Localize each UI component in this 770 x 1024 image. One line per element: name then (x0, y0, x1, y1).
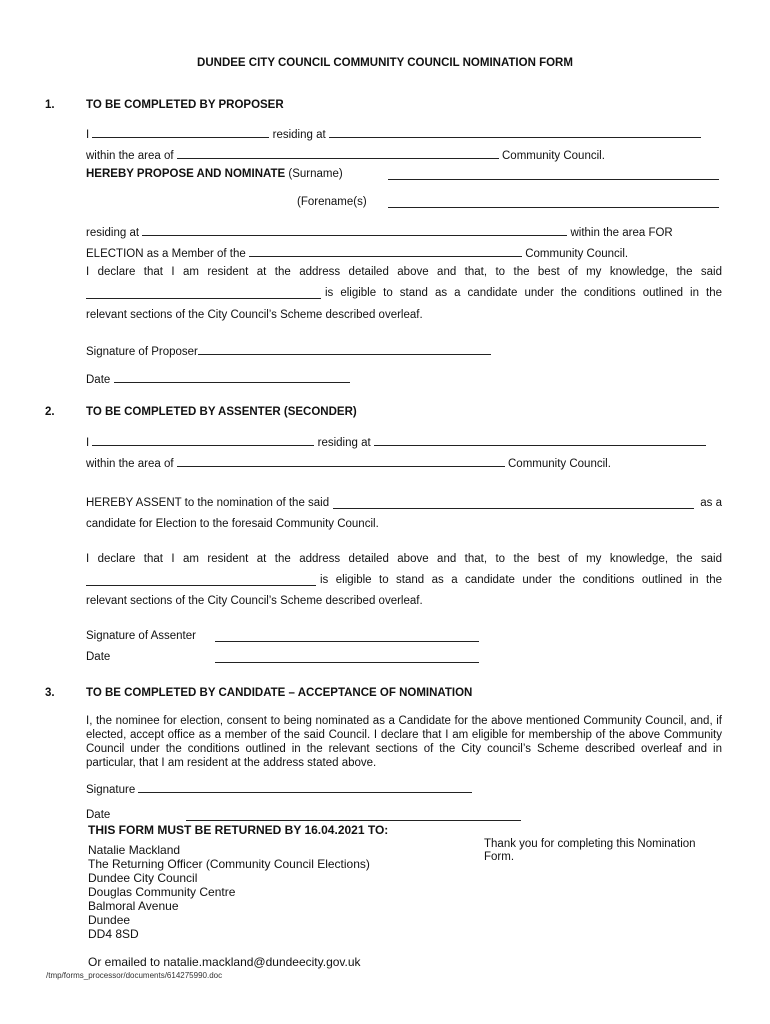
eligible-name-field[interactable] (86, 287, 321, 299)
nominee-forenames-field[interactable] (388, 196, 719, 208)
nominee-residing-row (86, 224, 673, 239)
assenter-signature-label: Signature of Assenter (86, 630, 196, 642)
proposer-date-row (86, 371, 350, 386)
return-heading: THIS FORM MUST BE RETURNED BY 16.04.2021 TO: (88, 823, 389, 837)
i-label: I (86, 437, 90, 449)
nominee-surname-row (86, 168, 343, 180)
candidate-signature-row (86, 781, 472, 796)
residing-at-label: residing at (272, 129, 326, 141)
address-line: Douglas Community Centre (88, 885, 236, 899)
assenter-address-field[interactable] (374, 434, 706, 446)
nominee-address-field[interactable] (142, 224, 567, 236)
thank-you-line: Thank you for completing this Nomination (484, 838, 696, 850)
thank-you-line: Form. (484, 851, 515, 863)
eligible-text: is eligible to stand as a candidate under the conditions outlined in the (325, 287, 722, 299)
nominee-surname-field[interactable] (388, 168, 719, 180)
as-a-label: as a (700, 497, 722, 509)
hereby-assent-label: HEREBY ASSENT to the nomination of the said (86, 497, 330, 509)
eligible-row (86, 287, 722, 299)
assenter-name-row (86, 434, 706, 449)
proposer-area-field[interactable] (177, 147, 499, 159)
section-2-heading: TO BE COMPLETED BY ASSENTER (SECONDER) (86, 406, 357, 418)
residing-at-label: residing at (317, 437, 371, 449)
candidate-line: candidate for Election to the foresaid Community Council. (86, 518, 379, 530)
declare-line: I declare that I am resident at the address detailed above and that, to the best of my knowledge, the said (86, 553, 722, 565)
eligible-text: is eligible to stand as a candidate under the conditions outlined in the (320, 574, 722, 586)
signature-label: Signature of Proposer (86, 346, 198, 358)
candidate-date-label: Date (86, 809, 111, 821)
proposer-date-field[interactable] (114, 371, 350, 383)
section-1-number: 1. (45, 99, 55, 111)
surname-label: (Surname) (288, 168, 343, 180)
section-3-heading: TO BE COMPLETED BY CANDIDATE – ACCEPTANCE OF NOMINATION (86, 687, 473, 699)
within-area-label: within the area of (86, 458, 174, 470)
date-label: Date (86, 374, 111, 386)
within-area-for-label: within the area FOR (570, 227, 673, 239)
i-label: I (86, 129, 90, 141)
address-line: Natalie Mackland (88, 843, 181, 857)
footer-file-path: /tmp/forms_processor/documents/614275990.doc (46, 971, 223, 980)
address-line: Dundee (88, 913, 131, 927)
election-member-row (86, 245, 628, 260)
assenter-date-field[interactable] (215, 651, 479, 663)
community-council-name-field[interactable] (249, 245, 522, 257)
hereby-propose-label: HEREBY PROPOSE AND NOMINATE (86, 168, 286, 180)
proposer-name-row (86, 126, 701, 141)
address-line: DD4 8SD (88, 927, 139, 941)
section-2-number: 2. (45, 406, 55, 418)
assenter-name-field[interactable] (92, 434, 314, 446)
candidate-date-field[interactable] (186, 809, 521, 821)
section-3-number: 3. (45, 687, 55, 699)
assenter-date-label: Date (86, 651, 111, 663)
relevant-sections-text: relevant sections of the City Council’s Scheme described overleaf. (86, 595, 423, 607)
address-line: Dundee City Council (88, 871, 198, 885)
return-address (88, 843, 370, 941)
hereby-assent-row (86, 497, 722, 509)
candidate-signature-field[interactable] (138, 781, 472, 793)
proposer-signature-row (86, 343, 491, 358)
thank-you-note (484, 838, 696, 864)
assenter-signature-field[interactable] (215, 630, 479, 642)
residing-at-label: residing at (86, 227, 140, 239)
address-line: The Returning Officer (Community Council Elections) (88, 857, 370, 871)
community-council-label: Community Council. (525, 248, 629, 260)
assent-nominee-field[interactable] (333, 497, 694, 509)
election-member-label: ELECTION as a Member of the (86, 248, 246, 260)
email-line: Or emailed to natalie.mackland@dundeecity.gov.uk (88, 955, 361, 969)
forenames-label: (Forename(s) (297, 196, 367, 208)
community-council-label: Community Council. (502, 150, 605, 162)
proposer-address-field[interactable] (329, 126, 701, 138)
community-council-label: Community Council. (508, 458, 611, 470)
eligible-name-field[interactable] (86, 574, 316, 586)
proposer-name-field[interactable] (92, 126, 269, 138)
eligible-row (86, 574, 722, 586)
section-1-heading: TO BE COMPLETED BY PROPOSER (86, 99, 284, 111)
relevant-sections-text: relevant sections of the City Council’s Scheme described overleaf. (86, 309, 423, 321)
assenter-area-field[interactable] (177, 455, 505, 467)
assenter-area-row (86, 455, 611, 470)
proposer-area-row (86, 147, 605, 162)
acceptance-paragraph: I, the nominee for election, consent to being nominated as a Candidate for the above mentioned Community Council, and, if elected, accept office as a member of the said Council. I declare that I am eligible for membership of the above Community Council under the conditions outlined in the relevant sections of the City council’s Scheme described overleaf and in particular, that I am resident at the address stated above. (86, 715, 722, 769)
signature-label: Signature (86, 784, 136, 796)
proposer-signature-field[interactable] (198, 343, 491, 355)
within-area-label: within the area of (86, 150, 174, 162)
form-title: DUNDEE CITY COUNCIL COMMUNITY COUNCIL NOMINATION FORM (197, 57, 573, 69)
declare-line: I declare that I am resident at the address detailed above and that, to the best of my knowledge, the said (86, 266, 722, 278)
address-line: Balmoral Avenue (88, 899, 179, 913)
